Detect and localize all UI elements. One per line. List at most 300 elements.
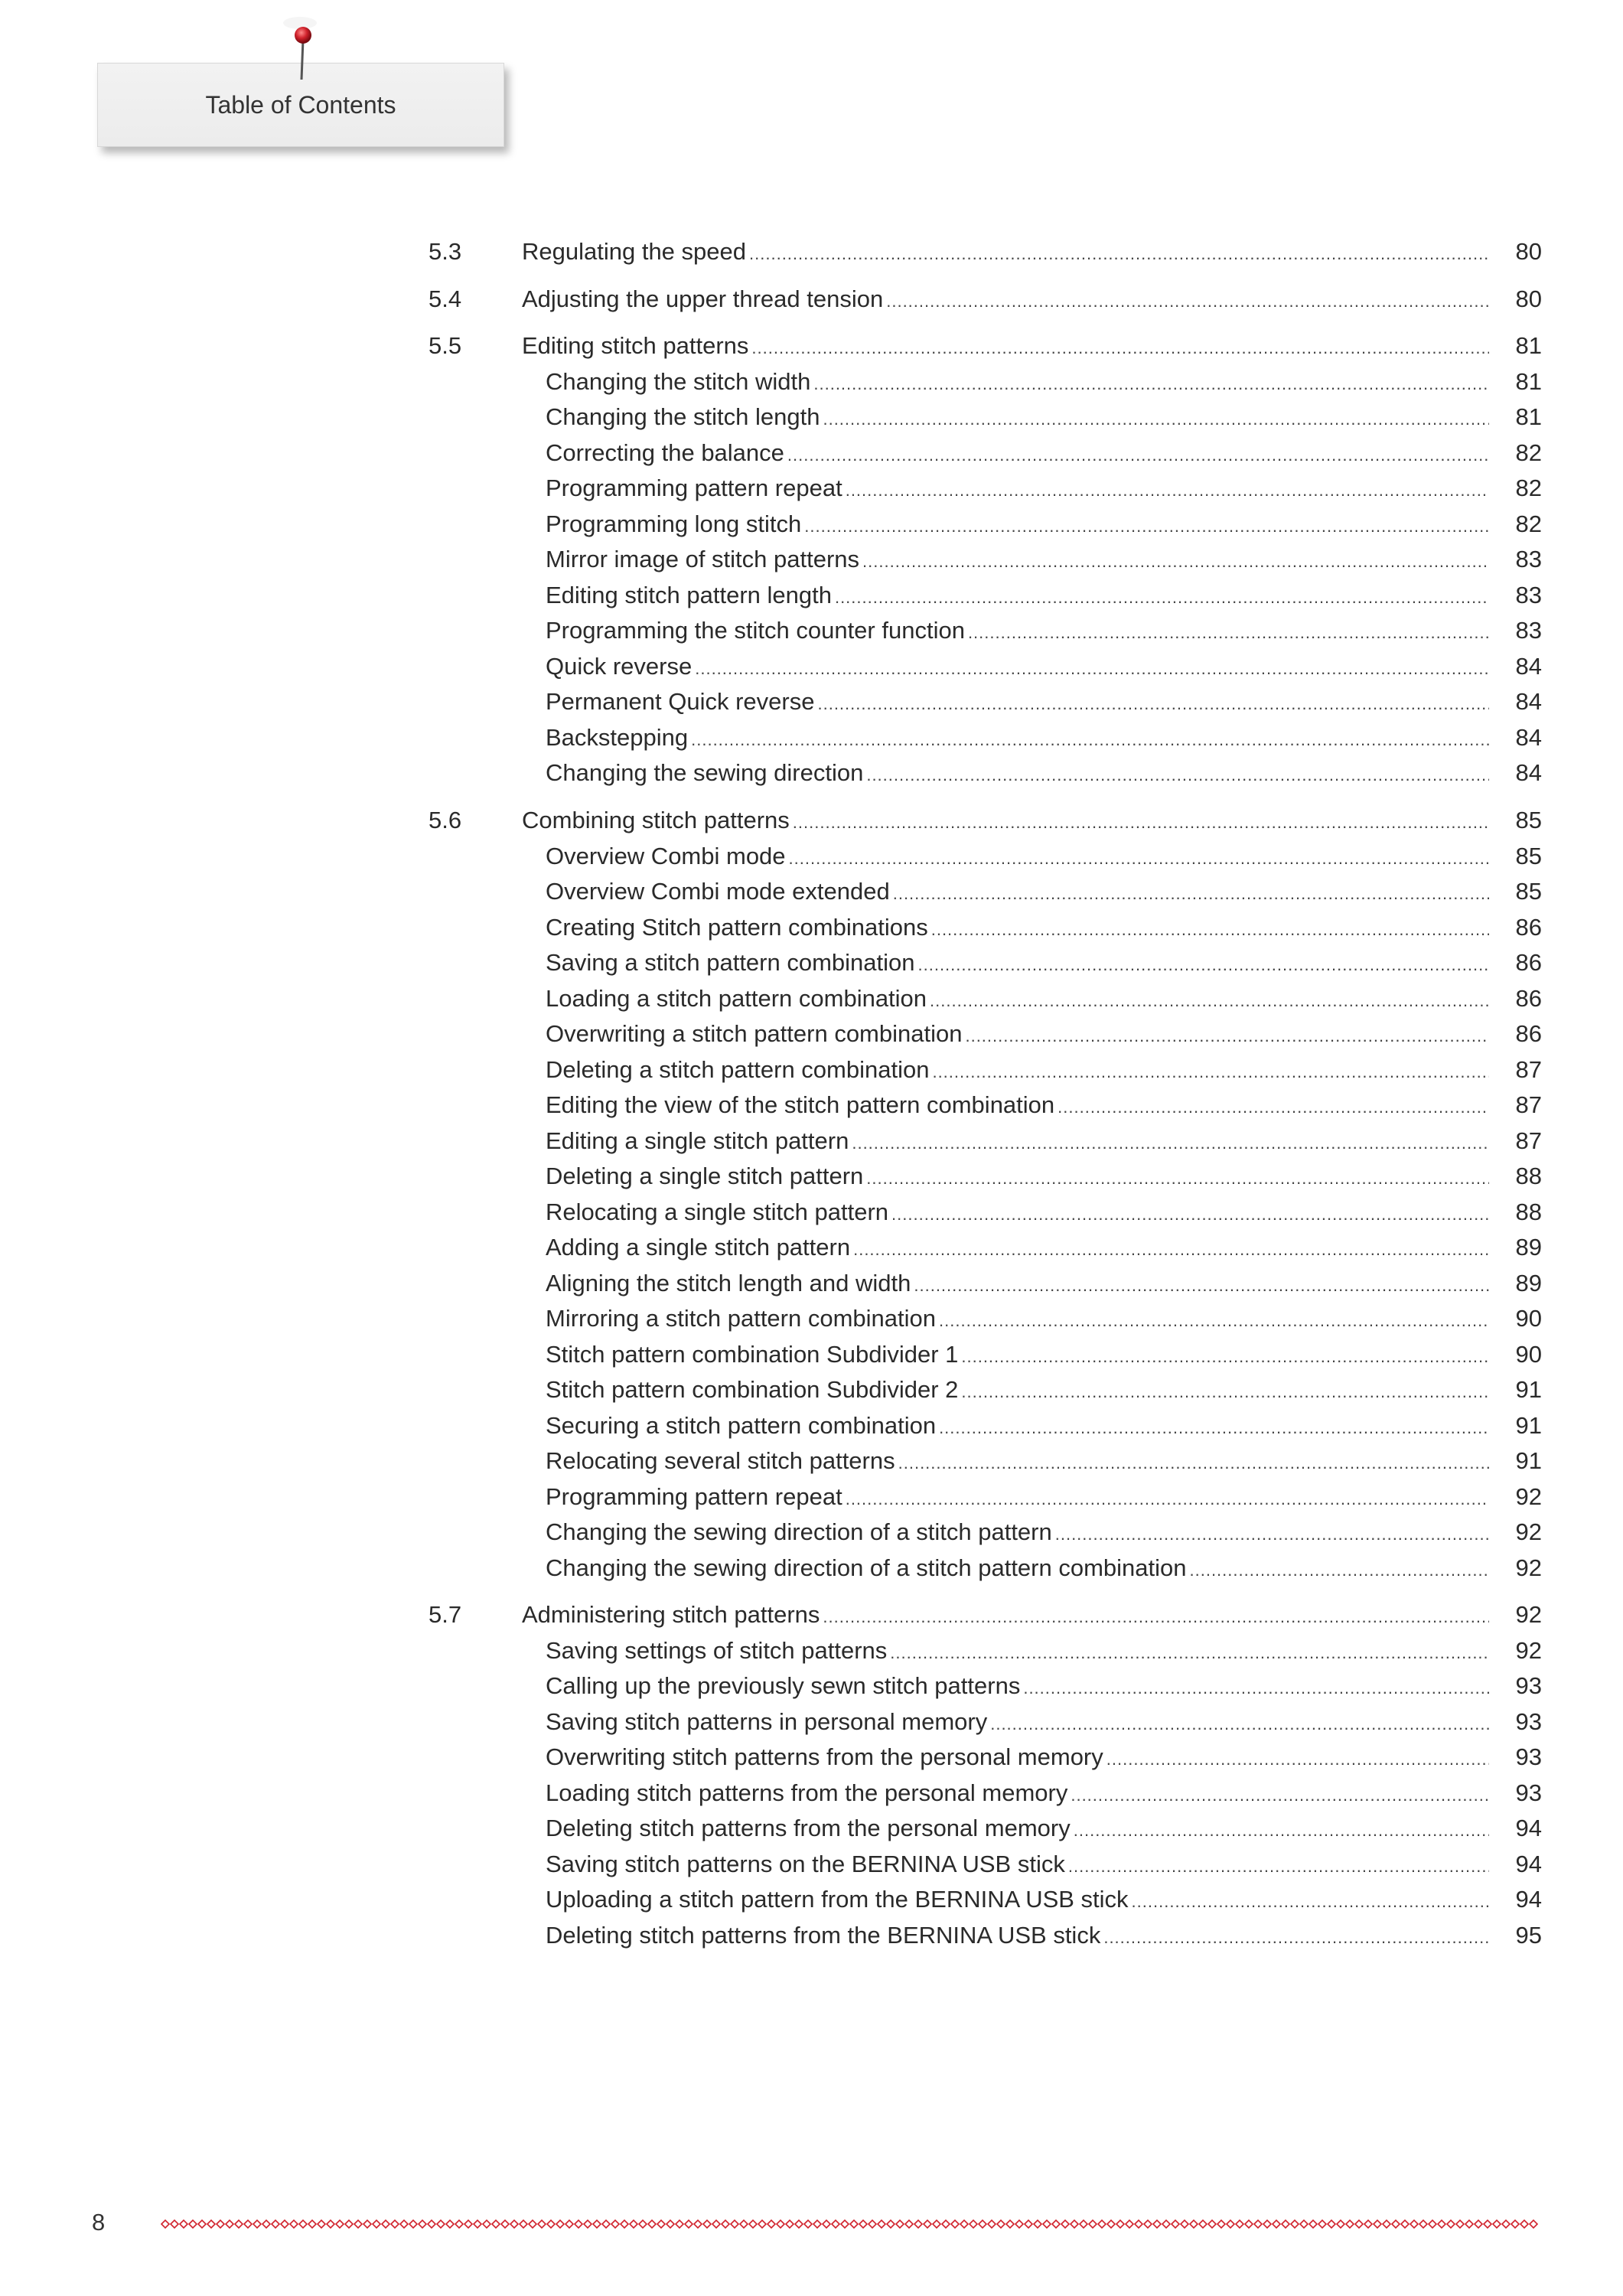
toc-entry[interactable] — [0, 1597, 1623, 1632]
stitch-diamond — [1245, 2220, 1253, 2228]
stitch-diamond — [970, 2220, 977, 2228]
stitch-diamond — [813, 2220, 821, 2228]
stitch-diamond — [1530, 2220, 1537, 2228]
stitch-diamond — [648, 2220, 656, 2228]
toc-entry-title: Deleting a single stitch pattern — [546, 1163, 864, 1190]
toc-entry-title: Editing a single stitch pattern — [546, 1127, 849, 1154]
dot-leader — [1071, 1778, 1489, 1813]
toc-entry-line — [546, 1847, 1489, 1884]
dot-leader — [968, 615, 1489, 651]
toc-entry-title: Uploading a stitch pattern from the BERNINA USB stick — [546, 1886, 1129, 1913]
stitch-diamond — [1217, 2220, 1225, 2228]
stitch-diamond — [538, 2220, 546, 2228]
stitch-diamond — [1153, 2220, 1161, 2228]
dot-leader — [835, 580, 1489, 615]
toc-page-number: 92 — [1515, 1482, 1542, 1510]
stitch-diamond — [666, 2220, 674, 2228]
toc-entry-title: Combining stitch patterns — [522, 807, 790, 834]
toc-entry[interactable] — [0, 1551, 1623, 1586]
toc-entry-title: Administering stitch patterns — [522, 1601, 820, 1629]
toc-entry-line — [546, 1704, 1489, 1742]
toc-page-number: 93 — [1515, 1707, 1542, 1735]
toc-entry[interactable] — [0, 1195, 1623, 1230]
toc-entry-line — [546, 1159, 1489, 1196]
dot-leader — [789, 841, 1489, 876]
stitch-diamond — [786, 2220, 794, 2228]
stitch-diamond — [584, 2220, 592, 2228]
toc-page-number: 83 — [1515, 581, 1542, 608]
toc-page-number: 80 — [1515, 285, 1542, 312]
toc-entry-title: Calling up the previously sewn stitch patterns — [546, 1672, 1021, 1700]
toc-entry-line — [546, 400, 1489, 437]
stitch-diamond — [997, 2220, 1005, 2228]
toc-entry-line — [546, 1882, 1489, 1919]
toc-page-number: 94 — [1515, 1815, 1542, 1842]
stitch-diamond — [694, 2220, 702, 2228]
dot-leader — [961, 1375, 1489, 1410]
stitch-diamond — [217, 2220, 224, 2228]
toc-entry[interactable] — [0, 1479, 1623, 1515]
stitch-diamond — [905, 2220, 913, 2228]
stitch-diamond — [1438, 2220, 1445, 2228]
dot-leader — [1132, 1884, 1489, 1919]
stitch-diamond — [180, 2220, 187, 2228]
stitch-diamond — [492, 2220, 500, 2228]
toc-page-number: 86 — [1515, 913, 1542, 941]
stitch-diamond — [189, 2220, 197, 2228]
dot-leader — [793, 805, 1489, 840]
stitch-diamond — [602, 2220, 610, 2228]
stitch-diamond — [1208, 2220, 1216, 2228]
stitch-diamond — [547, 2220, 555, 2228]
stitch-diamond — [1429, 2220, 1436, 2228]
stitch-diamond — [1061, 2220, 1069, 2228]
toc-entry[interactable] — [0, 282, 1623, 317]
toc-entry[interactable] — [0, 400, 1623, 435]
toc-entry-line — [546, 1088, 1489, 1125]
toc-entry[interactable] — [0, 1847, 1623, 1882]
toc-entry[interactable] — [0, 1668, 1623, 1704]
page-number: 8 — [92, 2209, 106, 2236]
toc-page-number: 86 — [1515, 984, 1542, 1012]
toc-entry[interactable] — [0, 910, 1623, 945]
toc-entry-title: Backstepping — [546, 723, 689, 751]
stitch-diamond — [510, 2220, 518, 2228]
toc-entry-title: Overview Combi mode extended — [546, 878, 890, 905]
toc-entry-title: Stitch pattern combination Subdivider 2 — [546, 1376, 959, 1404]
stitch-diamond — [400, 2220, 408, 2228]
stitch-diamond — [740, 2220, 748, 2228]
toc-entry[interactable] — [0, 1443, 1623, 1479]
stitch-diamond — [1337, 2220, 1344, 2228]
toc-entry-title: Programming pattern repeat — [546, 1482, 842, 1510]
stitch-diamond — [1511, 2220, 1519, 2228]
stitch-diamond — [1107, 2220, 1115, 2228]
stitch-diamond — [226, 2220, 233, 2228]
toc-entry-title: Editing the view of the stitch pattern combination — [546, 1091, 1055, 1119]
toc-entry-line — [546, 1811, 1489, 1848]
toc-entry[interactable] — [0, 803, 1623, 838]
toc-entry[interactable] — [0, 649, 1623, 684]
toc-entry-title: Mirror image of stitch patterns — [546, 546, 860, 573]
toc-entry-line — [546, 1052, 1489, 1090]
toc-entry[interactable] — [0, 1918, 1623, 1953]
dot-leader — [691, 722, 1489, 758]
toc-entry-title: Deleting stitch patterns from the BERNINA USB stick — [546, 1921, 1101, 1949]
stitch-diamond — [1328, 2220, 1335, 2228]
stitch-diamond — [1190, 2220, 1198, 2228]
dot-leader — [852, 1126, 1489, 1161]
dot-leader — [823, 402, 1489, 437]
toc-entry-line — [546, 1740, 1489, 1777]
toc-entry[interactable] — [0, 1230, 1623, 1265]
toc-entry[interactable] — [0, 1811, 1623, 1846]
decorative-stitch-border — [161, 2216, 1543, 2232]
toc-entry[interactable] — [0, 1016, 1623, 1052]
toc-entry[interactable] — [0, 874, 1623, 909]
stitch-diamond — [1263, 2220, 1271, 2228]
stitch-diamond — [1098, 2220, 1106, 2228]
stitch-diamond — [529, 2220, 536, 2228]
toc-entry-line — [546, 684, 1489, 722]
dot-leader — [961, 1339, 1489, 1375]
stitch-diamond — [758, 2220, 766, 2228]
stitch-diamond — [556, 2220, 564, 2228]
stitch-diamond — [933, 2220, 940, 2228]
stitch-diamond — [823, 2220, 830, 2228]
stitch-diamond — [272, 2220, 279, 2228]
stitch-diamond — [501, 2220, 509, 2228]
stitch-diamond — [1254, 2220, 1262, 2228]
toc-entry[interactable] — [0, 613, 1623, 648]
toc-entry[interactable] — [0, 364, 1623, 400]
stitch-diamond — [703, 2220, 711, 2228]
toc-entry-title: Permanent Quick reverse — [546, 688, 815, 716]
toc-page-number: 93 — [1515, 1779, 1542, 1806]
toc-page-number: 81 — [1515, 332, 1542, 360]
toc-page-number: 92 — [1515, 1518, 1542, 1546]
toc-entry-title: Programming the stitch counter function — [546, 617, 965, 644]
toc-entry-line — [522, 803, 1489, 840]
stitch-diamond — [1291, 2220, 1299, 2228]
toc-entry-line — [546, 1016, 1489, 1054]
toc-page-number: 84 — [1515, 688, 1542, 716]
dot-leader — [932, 1055, 1489, 1090]
stitch-diamond — [914, 2220, 922, 2228]
stitch-diamond — [235, 2220, 243, 2228]
toc-page-number: 94 — [1515, 1886, 1542, 1913]
stitch-diamond — [1052, 2220, 1060, 2228]
toc-entry[interactable] — [0, 542, 1623, 577]
toc-section-number: 5.7 — [429, 1601, 462, 1629]
toc-entry-title: Changing the sewing direction of a stitch pattern — [546, 1518, 1052, 1546]
toc-entry[interactable] — [0, 755, 1623, 791]
dot-leader — [823, 1600, 1489, 1635]
stitch-diamond — [198, 2220, 206, 2228]
toc-page-number: 83 — [1515, 617, 1542, 644]
toc-page-number: 93 — [1515, 1672, 1542, 1700]
stitch-diamond — [1300, 2220, 1308, 2228]
toc-page-number: 85 — [1515, 807, 1542, 834]
stitch-diamond — [1043, 2220, 1051, 2228]
stitch-diamond — [657, 2220, 665, 2228]
stitch-diamond — [1025, 2220, 1032, 2228]
stitch-diamond — [878, 2220, 885, 2228]
toc-section-number: 5.4 — [429, 285, 462, 312]
toc-entry-title: Deleting a stitch pattern combination — [546, 1055, 930, 1083]
stitch-diamond — [1135, 2220, 1142, 2228]
dot-leader — [695, 651, 1489, 687]
stitch-diamond — [1282, 2220, 1289, 2228]
dot-leader — [931, 912, 1489, 947]
stitch-diamond — [244, 2220, 252, 2228]
toc-entry[interactable] — [0, 945, 1623, 980]
stitch-diamond — [841, 2220, 849, 2228]
stitch-diamond — [1374, 2220, 1381, 2228]
stitch-diamond — [437, 2220, 445, 2228]
dot-leader — [1058, 1090, 1489, 1125]
toc-page-number: 80 — [1515, 238, 1542, 265]
stitch-diamond — [207, 2220, 215, 2228]
stitch-diamond — [428, 2220, 435, 2228]
stitch-diamond — [685, 2220, 693, 2228]
stitch-diamond — [336, 2220, 344, 2228]
toc-entry-title: Overwriting stitch patterns from the personal memory — [546, 1743, 1103, 1771]
stitch-diamond — [869, 2220, 876, 2228]
stitch-diamond — [1410, 2220, 1418, 2228]
stitch-diamond — [1116, 2220, 1124, 2228]
toc-entry[interactable] — [0, 1124, 1623, 1159]
toc-entry-title: Saving stitch patterns on the BERNINA USB stick — [546, 1850, 1065, 1877]
toc-entry[interactable] — [0, 1882, 1623, 1917]
stitch-diamond — [382, 2220, 389, 2228]
toc-entry-line — [546, 945, 1489, 983]
toc-entry[interactable] — [0, 684, 1623, 719]
stitch-diamond — [1346, 2220, 1354, 2228]
stitch-diamond — [464, 2220, 472, 2228]
toc-entry[interactable] — [0, 328, 1623, 364]
toc-entry-title: Changing the sewing direction — [546, 759, 864, 787]
toc-entry[interactable] — [0, 1159, 1623, 1194]
stitch-diamond — [345, 2220, 353, 2228]
stitch-diamond — [676, 2220, 683, 2228]
toc-entry-line — [546, 1515, 1489, 1552]
stitch-diamond — [1318, 2220, 1326, 2228]
stitch-diamond — [1080, 2220, 1087, 2228]
toc-page-number: 91 — [1515, 1411, 1542, 1439]
stitch-diamond — [1273, 2220, 1280, 2228]
toc-page-number: 88 — [1515, 1163, 1542, 1190]
dot-leader — [890, 1636, 1489, 1671]
toc-entry-line — [546, 1266, 1489, 1303]
stitch-diamond — [446, 2220, 454, 2228]
stitch-diamond — [611, 2220, 619, 2228]
toc-entry[interactable] — [0, 1052, 1623, 1088]
toc-page-number: 89 — [1515, 1269, 1542, 1296]
toc-entry[interactable] — [0, 1266, 1623, 1301]
toc-entry-title: Relocating several stitch patterns — [546, 1447, 895, 1475]
stitch-diamond — [1227, 2220, 1234, 2228]
toc-entry-title: Stitch pattern combination Subdivider 1 — [546, 1340, 959, 1368]
stitch-diamond — [1006, 2220, 1014, 2228]
stitch-diamond — [859, 2220, 867, 2228]
toc-entry-line — [546, 578, 1489, 615]
toc-entry-title: Regulating the speed — [522, 238, 747, 265]
toc-entry-line — [546, 613, 1489, 651]
stitch-diamond — [593, 2220, 601, 2228]
toc-entry-line — [546, 755, 1489, 793]
dot-leader — [914, 1268, 1489, 1303]
stitch-diamond — [768, 2220, 775, 2228]
dot-leader — [846, 1482, 1489, 1517]
stitch-diamond — [1144, 2220, 1152, 2228]
stitch-diamond — [1502, 2220, 1510, 2228]
dot-leader — [1190, 1553, 1490, 1588]
stitch-diamond — [1172, 2220, 1179, 2228]
toc-page-number: 90 — [1515, 1340, 1542, 1368]
toc-entry[interactable] — [0, 1301, 1623, 1336]
toc-entry[interactable] — [0, 720, 1623, 755]
toc-page-number: 92 — [1515, 1601, 1542, 1629]
stitch-diamond — [1034, 2220, 1041, 2228]
toc-page-number: 82 — [1515, 439, 1542, 466]
section-tab-label: Table of Contents — [205, 91, 396, 119]
toc-entry[interactable] — [0, 1337, 1623, 1372]
toc-entry[interactable] — [0, 1704, 1623, 1740]
toc-page-number: 84 — [1515, 723, 1542, 751]
stitch-diamond — [960, 2220, 968, 2228]
stitch-diamond — [850, 2220, 858, 2228]
stitch-diamond — [777, 2220, 784, 2228]
toc-entry[interactable] — [0, 1740, 1623, 1775]
toc-entry-title: Deleting stitch patterns from the personal memory — [546, 1815, 1071, 1842]
toc-page-number: 91 — [1515, 1447, 1542, 1475]
toc-entry-title: Programming long stitch — [546, 510, 802, 537]
stitch-diamond — [712, 2220, 720, 2228]
toc-entry-title: Programming pattern repeat — [546, 475, 842, 502]
toc-entry-line — [546, 1337, 1489, 1375]
toc-entry-line — [546, 1408, 1489, 1446]
toc-entry-title: Securing a stitch pattern combination — [546, 1411, 937, 1439]
dot-leader — [846, 473, 1489, 508]
toc-entry[interactable] — [0, 839, 1623, 874]
toc-page-number: 84 — [1515, 652, 1542, 680]
stitch-diamond — [171, 2220, 178, 2228]
dot-leader — [866, 758, 1489, 793]
stitch-diamond — [1401, 2220, 1409, 2228]
stitch-diamond — [979, 2220, 986, 2228]
toc-entry-title: Editing stitch patterns — [522, 332, 749, 360]
toc-entry-title: Overview Combi mode — [546, 842, 786, 869]
toc-entry-line — [522, 282, 1489, 319]
stitch-diamond — [565, 2220, 573, 2228]
stitch-diamond — [281, 2220, 288, 2228]
dot-leader — [965, 1019, 1489, 1054]
stitch-diamond — [161, 2220, 169, 2228]
stitch-diamond — [795, 2220, 803, 2228]
toc-entry-title: Quick reverse — [546, 652, 693, 680]
toc-page-number: 85 — [1515, 878, 1542, 905]
stitch-diamond — [749, 2220, 757, 2228]
stitch-diamond — [262, 2220, 270, 2228]
toc-entry-title: Aligning the stitch length and width — [546, 1269, 911, 1296]
toc-page-number: 88 — [1515, 1198, 1542, 1225]
toc-entry[interactable] — [0, 1633, 1623, 1668]
stitch-diamond — [253, 2220, 261, 2228]
stitch-diamond — [1465, 2220, 1473, 2228]
stitch-diamond — [391, 2220, 399, 2228]
toc-entry-line — [546, 1633, 1489, 1671]
toc-entry[interactable] — [0, 1372, 1623, 1407]
toc-entry-title: Changing the stitch length — [546, 403, 820, 431]
stitch-diamond — [575, 2220, 582, 2228]
toc-entry-title: Creating Stitch pattern combinations — [546, 913, 928, 941]
toc-entry[interactable] — [0, 1515, 1623, 1550]
toc-entry[interactable] — [0, 578, 1623, 613]
toc-entry[interactable] — [0, 471, 1623, 506]
stitch-diamond — [1162, 2220, 1170, 2228]
dot-leader — [918, 947, 1490, 983]
stitch-diamond — [630, 2220, 637, 2228]
toc-page-number: 87 — [1515, 1091, 1542, 1119]
toc-entry[interactable] — [0, 435, 1623, 471]
toc-entry-title: Loading a stitch pattern combination — [546, 984, 927, 1012]
toc-page-number: 93 — [1515, 1743, 1542, 1771]
toc-page-number: 81 — [1515, 403, 1542, 431]
toc-page-number: 85 — [1515, 842, 1542, 869]
stitch-diamond — [1236, 2220, 1243, 2228]
toc-page-number: 86 — [1515, 1020, 1542, 1048]
toc-entry-line — [546, 981, 1489, 1019]
stitch-diamond — [327, 2220, 334, 2228]
stitch-diamond — [1493, 2220, 1501, 2228]
stitch-diamond — [731, 2220, 738, 2228]
stitch-diamond — [299, 2220, 307, 2228]
toc-entry[interactable] — [0, 1408, 1623, 1443]
toc-entry[interactable] — [0, 1776, 1623, 1811]
stitch-diamond — [1071, 2220, 1078, 2228]
toc-entry[interactable] — [0, 507, 1623, 542]
stitch-diamond — [1484, 2220, 1491, 2228]
toc-entry-line — [546, 1230, 1489, 1267]
stitch-diamond — [290, 2220, 298, 2228]
toc-entry[interactable] — [0, 234, 1623, 269]
toc-entry-line — [546, 1372, 1489, 1410]
dot-leader — [817, 687, 1489, 722]
stitch-diamond — [1419, 2220, 1427, 2228]
toc-entry-line — [546, 435, 1489, 473]
stitch-diamond — [1015, 2220, 1023, 2228]
toc-entry[interactable] — [0, 1088, 1623, 1123]
stitch-diamond — [1383, 2220, 1390, 2228]
toc-page-number: 81 — [1515, 367, 1542, 395]
toc-page-number: 95 — [1515, 1921, 1542, 1949]
toc-page-number: 94 — [1515, 1850, 1542, 1877]
stitch-diamond — [474, 2220, 481, 2228]
toc-entry-line — [546, 649, 1489, 687]
toc-entry-title: Loading stitch patterns from the personal memory — [546, 1779, 1068, 1806]
toc-entry-line — [546, 1918, 1489, 1955]
stitch-diamond — [354, 2220, 362, 2228]
toc-entry[interactable] — [0, 981, 1623, 1016]
toc-entry-line — [546, 720, 1489, 758]
toc-entry-line — [546, 542, 1489, 579]
toc-entry-line — [546, 1776, 1489, 1813]
toc-page-number: 82 — [1515, 475, 1542, 502]
stitch-diamond — [896, 2220, 904, 2228]
dot-leader — [1068, 1849, 1489, 1884]
dot-leader — [1074, 1813, 1489, 1848]
